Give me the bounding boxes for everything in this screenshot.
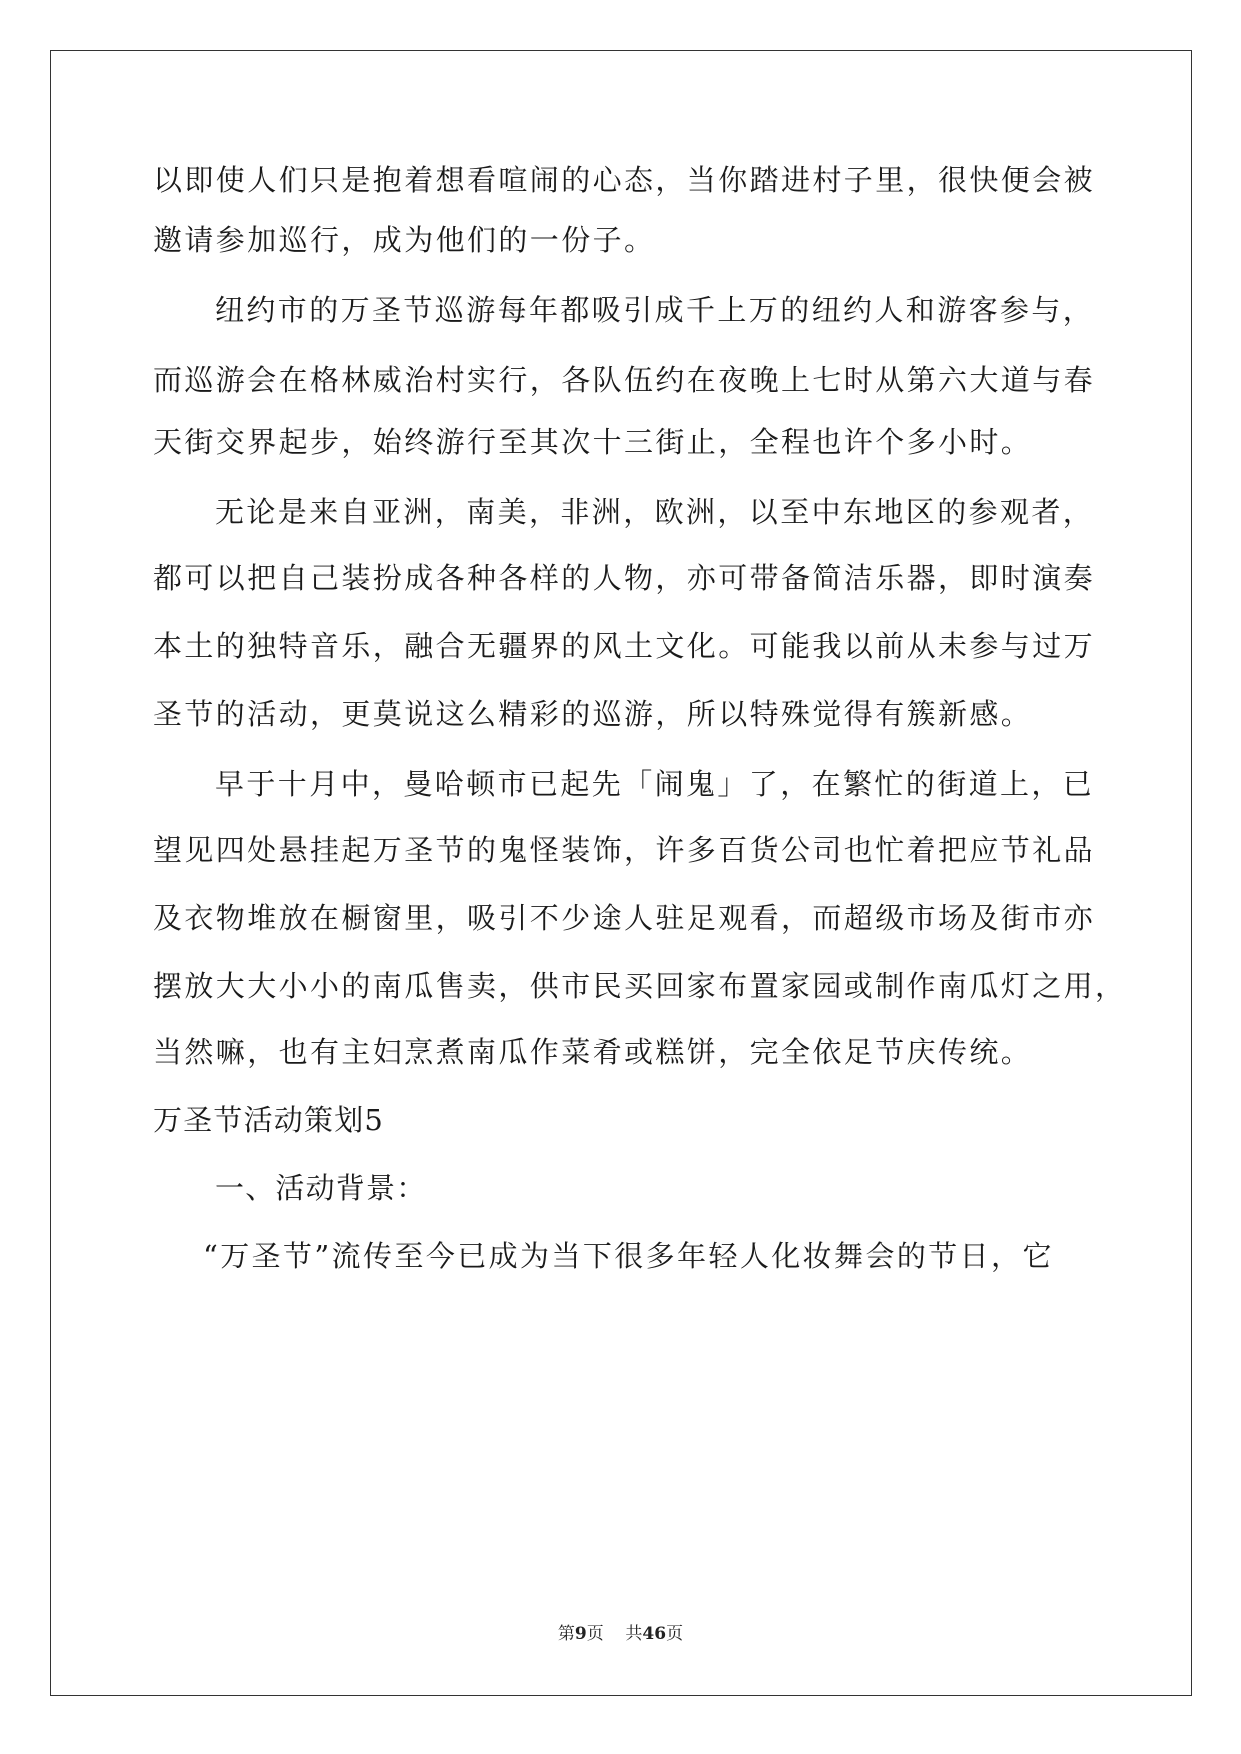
current-page-number: 9 — [574, 1624, 587, 1644]
text-line: 都可以把自己装扮成各种各样的人物，亦可带备简洁乐器，即时演奏 — [153, 561, 1096, 595]
subsection-heading: 一、活动背景： — [215, 1171, 427, 1205]
text-line: 本土的独特音乐，融合无疆界的风土文化。可能我以前从未参与过万 — [153, 629, 1096, 663]
text-line: 望见四处悬挂起万圣节的鬼怪装饰，许多百货公司也忙着把应节礼品 — [153, 833, 1096, 867]
paragraph-start-line: 早于十月中，曼哈顿市已起先「闹鬼」了，在繁忙的街道上，已 — [215, 767, 1095, 801]
paragraph-start-line: 纽约市的万圣节巡游每年都吸引成千上万的纽约人和游客参与， — [215, 293, 1095, 327]
total-page-number: 46 — [642, 1624, 667, 1644]
footer-suffix: 页 — [666, 1624, 684, 1644]
text-line: 以即使人们只是抱着想看喧闹的心态，当你踏进村子里，很快便会被 — [153, 163, 1096, 197]
footer-middle: 页 共 — [586, 1624, 643, 1644]
text-line: 及衣物堆放在橱窗里，吸引不少途人驻足观看，而超级市场及街市亦 — [153, 901, 1096, 935]
text-line: 摆放大大小小的南瓜售卖，供市民买回家布置家园或制作南瓜灯之用， — [153, 969, 1127, 1003]
paragraph-start-line: “万圣节”流传至今已成为当下很多年轻人化妆舞会的节日，它 — [203, 1239, 1054, 1273]
text-line: 圣节的活动，更莫说这么精彩的巡游，所以特殊觉得有簇新感。 — [153, 697, 1033, 731]
footer-prefix: 第 — [557, 1624, 575, 1644]
page-footer — [0, 1622, 1241, 1646]
text-line: 邀请参加巡行，成为他们的一份子。 — [153, 223, 656, 257]
section-heading: 万圣节活动策划5 — [153, 1103, 385, 1137]
text-line: 天街交界起步，始终游行至其次十三街止，全程也许个多小时。 — [153, 425, 1033, 459]
text-line: 当然嘛，也有主妇烹煮南瓜作菜肴或糕饼，完全依足节庆传统。 — [153, 1035, 1033, 1069]
paragraph-start-line: 无论是来自亚洲，南美，非洲，欧洲，以至中东地区的参观者， — [215, 495, 1095, 529]
text-line: 而巡游会在格林威治村实行，各队伍约在夜晚上七时从第六大道与春 — [153, 363, 1096, 397]
